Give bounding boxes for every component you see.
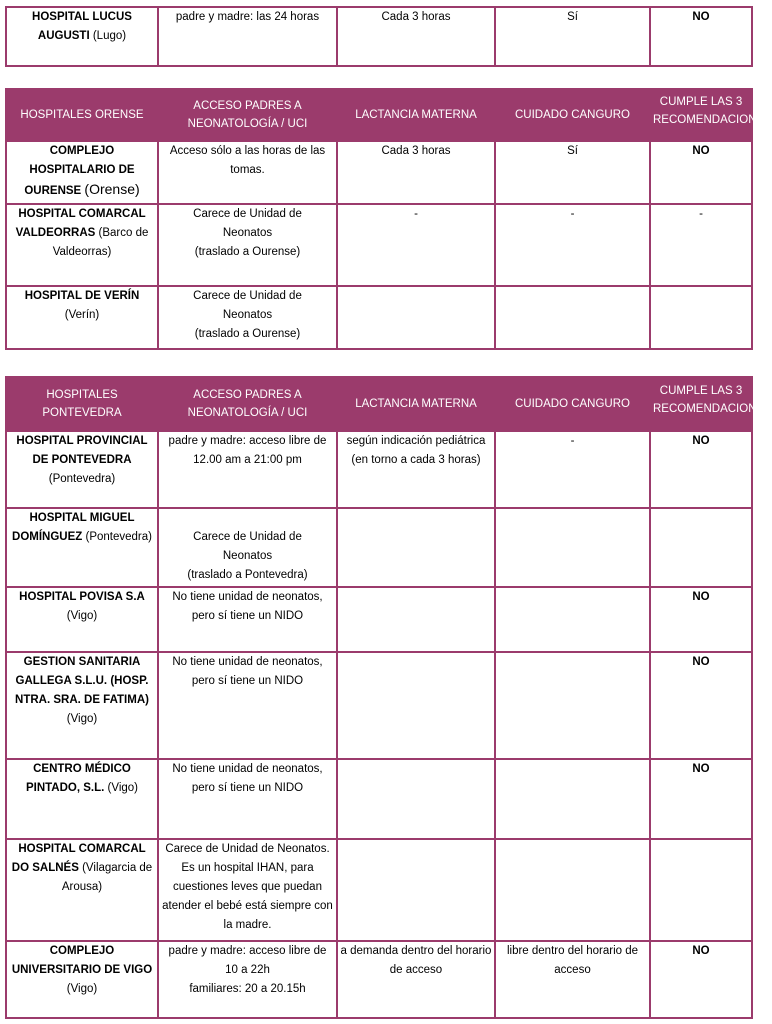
acceso-cell: No tiene unidad de neonatos, pero sí tiene un NIDO: [158, 759, 337, 839]
hospital-name: HOSPITAL MIGUEL DOMÍNGUEZ: [12, 512, 135, 543]
acceso-cell: Carece de Unidad de Neonatos. Es un hospital IHAN, para cuestiones leves que puedan atender el bebé está siempre con la madre.: [158, 839, 337, 941]
hospital-city: (Verín): [64, 309, 100, 321]
lactancia-cell: [337, 839, 495, 941]
hospital-name-cell: [6, 508, 158, 587]
canguro-cell: [495, 286, 650, 349]
table-row: [6, 141, 752, 204]
hospital-city: (Vigo): [66, 610, 98, 622]
table-row: [6, 652, 752, 759]
cumple-cell: NO: [650, 759, 752, 839]
table-row: [6, 7, 752, 66]
cumple-cell: [650, 839, 752, 941]
hospital-name: HOSPITAL POVISA S.A: [19, 591, 145, 603]
hospital-name-cell: [6, 839, 158, 941]
hospital-name-cell: [6, 652, 158, 759]
table-header-row: [6, 377, 752, 431]
table-row: [6, 759, 752, 839]
cumple-cell: -: [650, 204, 752, 286]
hospital-name: HOSPITAL COMARCAL VALDEORRAS: [15, 208, 146, 239]
lactancia-cell: a demanda dentro del horario de acceso: [337, 941, 495, 1018]
canguro-cell: [495, 587, 650, 652]
canguro-cell: Sí: [495, 141, 650, 204]
hospital-name: HOSPITAL COMARCAL DO SALNÉS: [11, 843, 146, 874]
lactancia-cell: [337, 508, 495, 587]
hospital-name: COMPLEJO HOSPITALARIO DE OURENSE: [24, 145, 135, 197]
cumple-cell: NO: [650, 652, 752, 759]
table-header-row: [6, 89, 752, 141]
header-acceso: ACCESO PADRES A NEONATOLOGÍA / UCI: [158, 377, 337, 431]
pontevedra-table: [5, 376, 772, 1019]
lactancia-cell: -: [337, 204, 495, 286]
hospital-name: HOSPITAL DE VERÍN: [24, 290, 140, 302]
table-row: [6, 431, 752, 508]
cumple-cell: [650, 508, 752, 587]
canguro-cell: -: [495, 204, 650, 286]
acceso-cell: Carece de Unidad de Neonatos (traslado a Pontevedra): [158, 508, 337, 587]
lugo-table: [5, 6, 753, 67]
hospital-name-cell: [6, 587, 158, 652]
table-row: [6, 941, 752, 1018]
lactancia-cell: [337, 286, 495, 349]
header-hospitales: HOSPITALES ORENSE: [6, 89, 158, 141]
cumple-cell: NO: [650, 141, 752, 204]
hospital-name-cell: [6, 286, 158, 349]
canguro-cell: [495, 759, 650, 839]
canguro-cell: libre dentro del horario de acceso: [495, 941, 650, 1018]
acceso-cell: padre y madre: acceso libre de 12.00 am a 21:00 pm: [158, 431, 337, 508]
hospital-name-cell: [6, 759, 158, 839]
lactancia-cell: Cada 3 horas: [337, 141, 495, 204]
cumple-cell: NO: [650, 587, 752, 652]
table-row: [6, 587, 752, 652]
acceso-cell: padre y madre: las 24 horas: [158, 7, 337, 66]
hospital-name-cell: [6, 204, 158, 286]
header-cumple: CUMPLE LAS 3 RECOMENDACIONES: [650, 89, 752, 141]
header-cumple: CUMPLE LAS 3 RECOMENDACIONES: [650, 377, 752, 431]
acceso-cell: padre y madre: acceso libre de 10 a 22h familiares: 20 a 20.15h: [158, 941, 337, 1018]
lactancia-cell: [337, 759, 495, 839]
hospital-city: (Pontevedra): [48, 473, 116, 485]
cumple-cell: [650, 286, 752, 349]
acceso-cell: No tiene unidad de neonatos, pero sí tiene un NIDO: [158, 652, 337, 759]
hospital-city: (Lugo): [92, 30, 127, 42]
hospital-name-cell: [6, 941, 158, 1018]
canguro-cell: [495, 652, 650, 759]
canguro-cell: [495, 839, 650, 941]
lactancia-cell: según indicación pediátrica (en torno a cada 3 horas): [337, 431, 495, 508]
table-row: [6, 204, 752, 286]
header-lactancia: LACTANCIA MATERNA: [337, 377, 495, 431]
header-hospitales: HOSPITALES PONTEVEDRA: [6, 377, 158, 431]
lactancia-cell: [337, 587, 495, 652]
hospital-name: CENTRO MÉDICO PINTADO, S.L.: [25, 763, 131, 794]
acceso-cell: No tiene unidad de neonatos, pero sí tiene un NIDO: [158, 587, 337, 652]
cumple-cell: NO: [650, 431, 752, 508]
table-row: [6, 839, 752, 941]
hospital-name: GESTION SANITARIA GALLEGA S.L.U. (HOSP. NTRA. SRA. DE FATIMA): [15, 656, 149, 706]
canguro-cell: -: [495, 431, 650, 508]
canguro-cell: Sí: [495, 7, 650, 66]
hospital-name: COMPLEJO UNIVERSITARIO DE VIGO: [11, 945, 153, 976]
header-acceso: ACCESO PADRES A NEONATOLOGÍA / UCI: [158, 89, 337, 141]
hospital-name: HOSPITAL LUCUS AUGUSTI: [32, 11, 132, 42]
hospital-name: HOSPITAL PROVINCIAL DE PONTEVEDRA: [16, 435, 148, 466]
lactancia-cell: Cada 3 horas: [337, 7, 495, 66]
hospital-city: (Vigo): [107, 782, 139, 794]
acceso-cell: Carece de Unidad de Neonatos (traslado a Ourense): [158, 204, 337, 286]
table-row: [6, 508, 752, 587]
hospital-name-cell: [6, 431, 158, 508]
lactancia-cell: [337, 652, 495, 759]
canguro-cell: [495, 508, 650, 587]
orense-table: [5, 88, 772, 350]
cumple-cell: NO: [650, 7, 752, 66]
hospital-name-cell: [6, 7, 158, 66]
acceso-cell: Acceso sólo a las horas de las tomas.: [158, 141, 337, 204]
table-row: [6, 286, 752, 349]
acceso-cell: Carece de Unidad de Neonatos (traslado a Ourense): [158, 286, 337, 349]
hospital-city: (Barco de Valdeorras): [52, 227, 149, 258]
header-canguro: CUIDADO CANGURO: [495, 89, 650, 141]
cumple-cell: NO: [650, 941, 752, 1018]
hospital-name-cell: [6, 141, 158, 204]
hospital-city: (Orense): [84, 181, 140, 197]
header-lactancia: LACTANCIA MATERNA: [337, 89, 495, 141]
hospital-city: (Pontevedra): [85, 531, 152, 543]
hospital-city: (Vigo): [66, 713, 98, 725]
header-canguro: CUIDADO CANGURO: [495, 377, 650, 431]
hospital-city: (Vilagarcia de Arousa): [61, 862, 153, 893]
hospital-city: (Vigo): [66, 983, 98, 995]
